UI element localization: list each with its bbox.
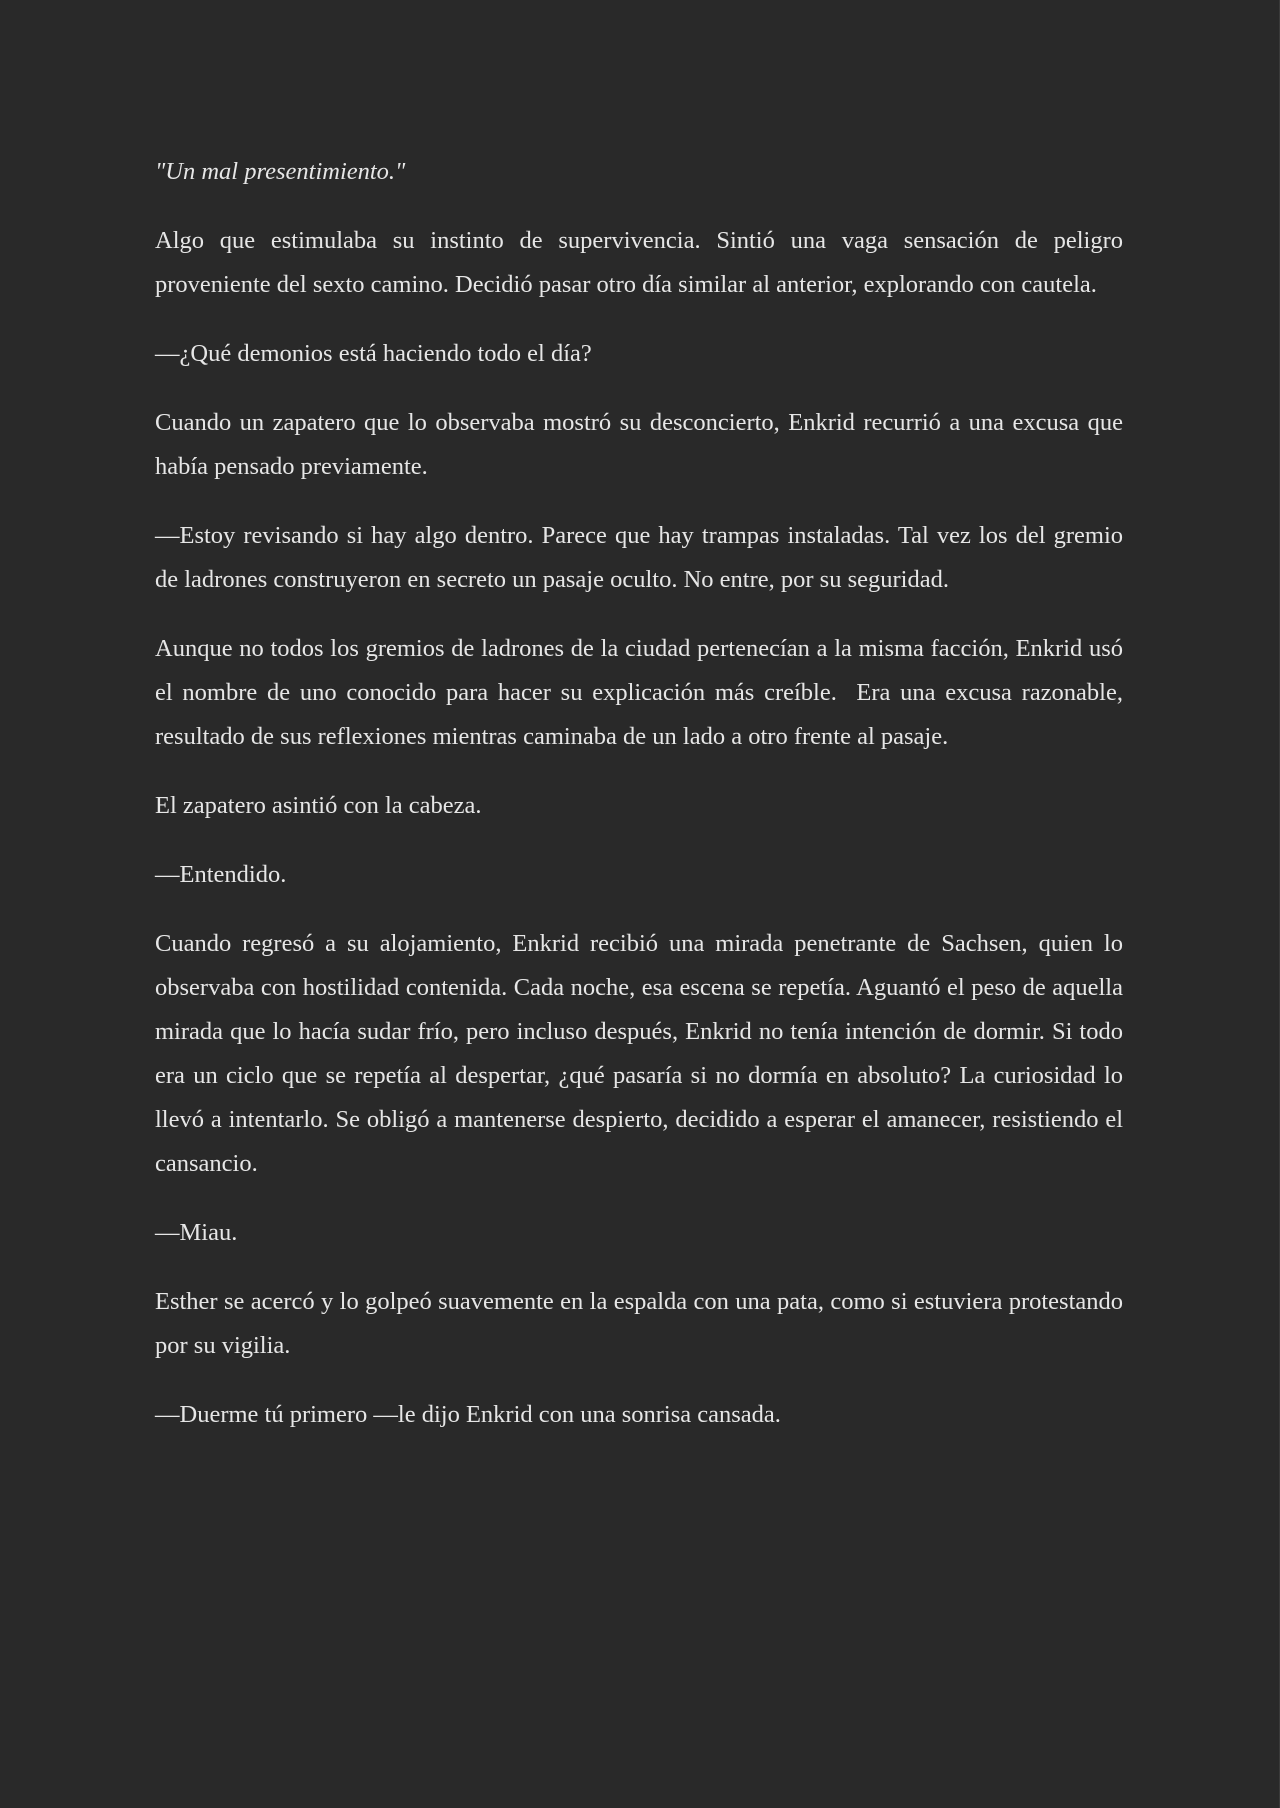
document-body	[155, 150, 1130, 1462]
paragraph-dialogue: —¿Qué demonios está haciendo todo el día?	[155, 340, 592, 367]
paragraph: Algo que estimulaba su instinto de supervivencia. Sintió una vaga sensación de peligro proveniente del sexto camino. Decidió pasar otro día similar al anterior, explorando con cautela.	[155, 227, 1130, 298]
paragraph-dialogue: —Estoy revisando si hay algo dentro. Parece que hay trampas instaladas. Tal vez los del gremio de ladrones construyeron en secreto un pasaje oculto. No entre, por su seguridad.	[155, 522, 1130, 593]
paragraph-dialogue: —Miau.	[155, 1219, 238, 1246]
paragraph-dialogue: —Entendido.	[155, 861, 287, 888]
paragraph: Aunque no todos los gremios de ladrones de la ciudad pertenecían a la misma facción, Enkrid usó el nombre de uno conocido para hacer su explicación más creíble. Era una excusa razonable, resultado de sus reflexiones mientras caminaba de un lado a otro frente al pasaje.	[155, 635, 1130, 750]
paragraph: Cuando un zapatero que lo observaba mostró su desconcierto, Enkrid recurrió a una excusa que había pensado previamente.	[155, 409, 1130, 480]
paragraph-dialogue: —Duerme tú primero —le dijo Enkrid con una sonrisa cansada.	[155, 1401, 781, 1428]
paragraph: El zapatero asintió con la cabeza.	[155, 792, 482, 819]
paragraph: Esther se acercó y lo golpeó suavemente en la espalda con una pata, como si estuviera protestando por su vigilia.	[155, 1288, 1130, 1359]
paragraph-inner-thought: "Un mal presentimiento."	[155, 158, 406, 185]
paragraph: Cuando regresó a su alojamiento, Enkrid recibió una mirada penetrante de Sachsen, quien lo observaba con hostilidad contenida. Cada noche, esa escena se repetía. Aguantó el peso de aquella mirada que lo hacía sudar frío, pero incluso después, Enkrid no tenía intención de dormir. Si todo era un ciclo que se repetía al despertar, ¿qué pasaría si no dormía en absoluto? La curiosidad lo llevó a intentarlo. Se obligó a mantenerse despierto, decidido a esperar el amanecer, resistiendo el cansancio.	[155, 930, 1130, 1177]
